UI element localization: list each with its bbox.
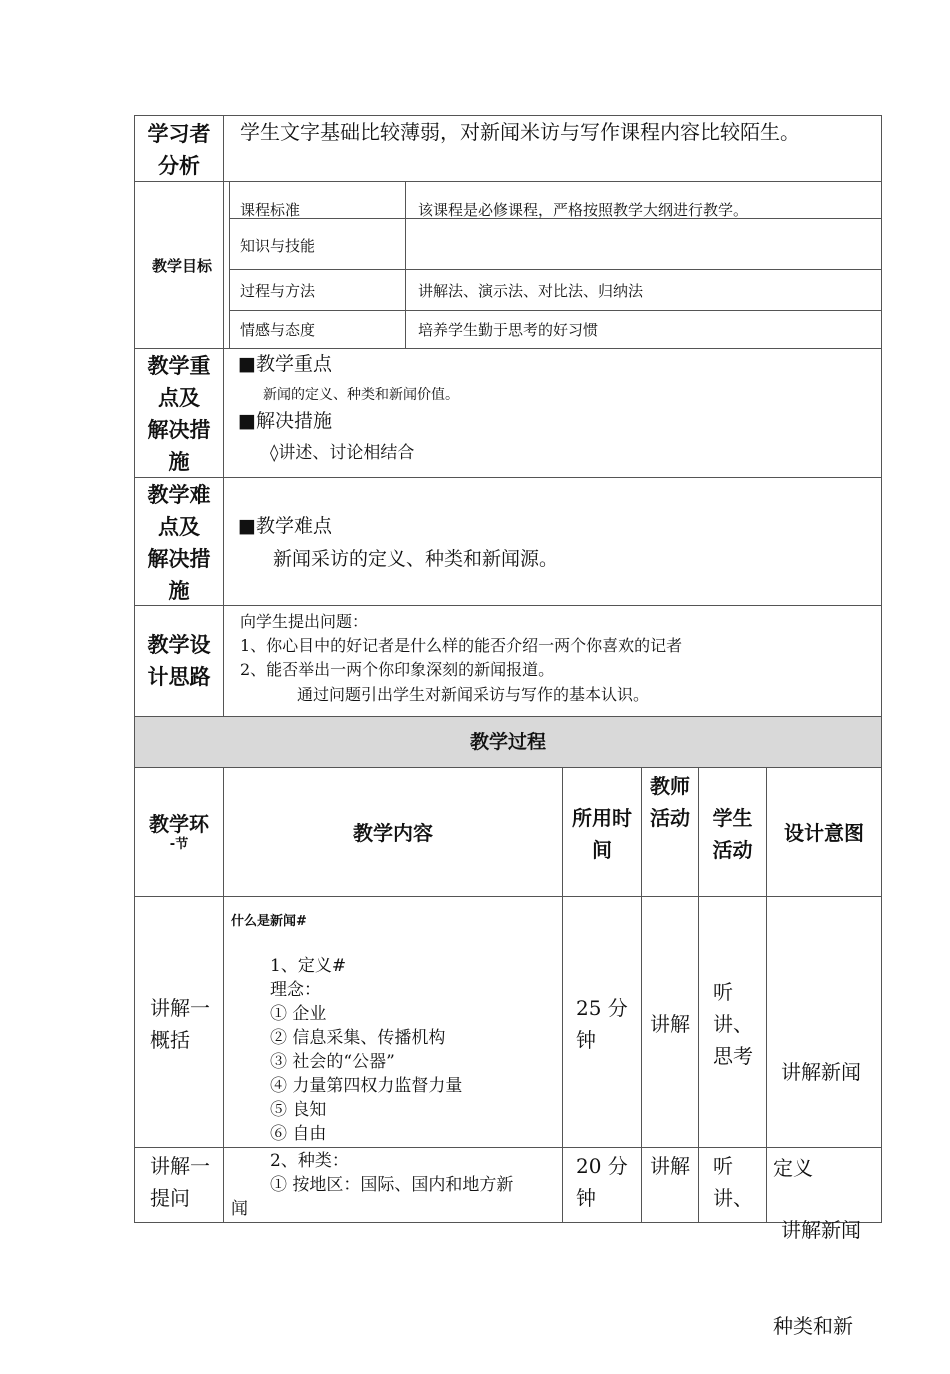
row1-content-line7: ⑤ 良知 bbox=[270, 1100, 327, 1120]
row1-intent-line1: 讲解新闻 bbox=[781, 1060, 861, 1084]
header-intent: 设计意图 bbox=[784, 821, 864, 845]
difficulties-text: 新闻采访的定义、种类和新闻源。 bbox=[273, 548, 559, 570]
row1-time-line1: 25 分 bbox=[576, 996, 628, 1020]
header-stage bbox=[135, 811, 223, 853]
goal-name-process: 过程与方法 bbox=[240, 282, 316, 300]
difficulties-label-line3: 解决措 bbox=[147, 547, 211, 571]
header-stage-line2: -节 bbox=[169, 837, 189, 852]
row2-student-line2: 讲、 bbox=[713, 1186, 753, 1210]
key-points-label-line3: 解决措 bbox=[147, 418, 211, 442]
row1-content-line8: ⑥ 自由 bbox=[270, 1124, 327, 1144]
row1-student bbox=[713, 976, 753, 1072]
key-points-text: 新闻的定义、种类和新闻价值。 bbox=[263, 387, 459, 403]
row1-content-line2: 理念： bbox=[270, 980, 321, 1000]
row1-time bbox=[576, 992, 628, 1056]
row2-student bbox=[713, 1150, 753, 1214]
row2-time-line1: 20 分 bbox=[576, 1154, 628, 1178]
row1-stage bbox=[150, 992, 210, 1056]
row2-content-line1: 2、种类： bbox=[270, 1151, 349, 1171]
difficulties-label-line2: 点及 bbox=[158, 515, 200, 539]
difficulties-label bbox=[135, 479, 223, 607]
design-line-4: 通过问题引出学生对新闻采访与写作的基本认识。 bbox=[297, 685, 650, 704]
difficulties-label-line1: 教学难 bbox=[147, 483, 211, 507]
goal-name-standard: 课程标准 bbox=[240, 201, 301, 219]
header-student bbox=[699, 802, 766, 866]
row2-teacher: 讲解 bbox=[650, 1154, 690, 1178]
goals-label: 教学目标 bbox=[151, 257, 212, 275]
row2-intent bbox=[773, 1150, 861, 1374]
row2-student-line1: 听 bbox=[713, 1154, 733, 1178]
row2-time bbox=[576, 1150, 628, 1214]
row1-content-line4: ② 信息采集、传播机构 bbox=[270, 1028, 446, 1048]
row1-content-line1: 1、定义# bbox=[270, 956, 347, 976]
key-points-label-line4: 施 bbox=[168, 450, 190, 474]
measures-heading: ■解决措施 bbox=[238, 410, 332, 432]
row1-teacher: 讲解 bbox=[650, 1012, 690, 1036]
row2-stage-line2: 提问 bbox=[150, 1186, 190, 1210]
row2-content-line3: 闻 bbox=[231, 1199, 248, 1219]
goal-value-attitude: 培养学生勤于思考的好习惯 bbox=[418, 321, 599, 339]
goal-value-standard: 该课程是必修课程，严格按照教学大纲进行教学。 bbox=[418, 201, 749, 219]
key-points-label-line2: 点及 bbox=[158, 386, 200, 410]
goal-value-process: 讲解法、演示法、对比法、归纳法 bbox=[418, 282, 644, 300]
row1-intent-line2: 定义 bbox=[773, 1156, 813, 1180]
row2-stage-line1: 讲解一 bbox=[150, 1154, 210, 1178]
key-points-heading: ■教学重点 bbox=[238, 353, 332, 375]
row1-content-list bbox=[270, 954, 462, 1146]
row2-intent-line1: 讲解新闻 bbox=[781, 1218, 861, 1242]
row2-stage bbox=[150, 1150, 210, 1214]
row1-student-line2: 讲、 bbox=[713, 1012, 753, 1036]
design-label-line1: 教学设 bbox=[147, 633, 211, 657]
header-content: 教学内容 bbox=[353, 821, 433, 845]
difficulties-heading: ■教学难点 bbox=[238, 515, 332, 537]
row2-intent-line2: 种类和新 bbox=[773, 1314, 853, 1338]
row1-stage-line2: 概括 bbox=[150, 1028, 190, 1052]
goal-name-attitude: 情感与态度 bbox=[240, 321, 316, 339]
row2-content-line2: ① 按地区：国际、国内和地方新 bbox=[270, 1175, 514, 1195]
learner-label-line2: 分析 bbox=[158, 154, 200, 178]
goal-name-knowledge: 知识与技能 bbox=[240, 237, 316, 255]
row1-time-line2: 钟 bbox=[576, 1028, 596, 1052]
learner-label-line1: 学习者 bbox=[147, 122, 211, 146]
design-line-1: 向学生提出问题： bbox=[240, 612, 369, 631]
header-student-line2: 活动 bbox=[712, 838, 753, 862]
row1-student-line1: 听 bbox=[713, 980, 733, 1004]
header-time-line1: 所用时 bbox=[572, 806, 632, 830]
design-label bbox=[135, 629, 223, 693]
design-label-line2: 计思路 bbox=[147, 665, 211, 689]
row1-content-line6: ④ 力量第四权力监督力量 bbox=[270, 1076, 463, 1096]
row1-content-title: 什么是新闻# bbox=[231, 914, 307, 929]
header-time bbox=[563, 802, 641, 866]
difficulties-label-line4: 施 bbox=[168, 579, 190, 603]
row1-stage-line1: 讲解一 bbox=[150, 996, 210, 1020]
design-line-3: 2、能否举出一两个你印象深刻的新闻报道。 bbox=[240, 660, 555, 679]
header-student-line1: 学生 bbox=[712, 806, 753, 830]
header-time-line2: 间 bbox=[592, 838, 612, 862]
row2-time-line2: 钟 bbox=[576, 1186, 596, 1210]
learner-label bbox=[135, 118, 223, 182]
process-title: 教学过程 bbox=[469, 731, 546, 753]
key-points-label bbox=[135, 350, 223, 478]
row1-student-line3: 思考 bbox=[713, 1044, 753, 1068]
measures-text: ◊讲述、讨论相结合 bbox=[270, 443, 415, 463]
header-teacher-line1: 教师 bbox=[650, 774, 690, 798]
row1-content-line3: ① 企业 bbox=[270, 1004, 327, 1024]
header-teacher-line2: 活动 bbox=[650, 806, 690, 830]
header-stage-line1: 教学环 bbox=[149, 812, 209, 836]
key-points-label-line1: 教学重 bbox=[147, 354, 211, 378]
design-line-2: 1、你心目中的好记者是什么样的能否介绍一两个你喜欢的记者 bbox=[240, 636, 683, 655]
row1-content-line5: ③ 社会的“公器” bbox=[270, 1052, 395, 1072]
learner-text: 学生文字基础比较薄弱，对新闻米访与写作课程内容比较陌生。 bbox=[240, 120, 800, 144]
header-teacher bbox=[642, 770, 698, 834]
